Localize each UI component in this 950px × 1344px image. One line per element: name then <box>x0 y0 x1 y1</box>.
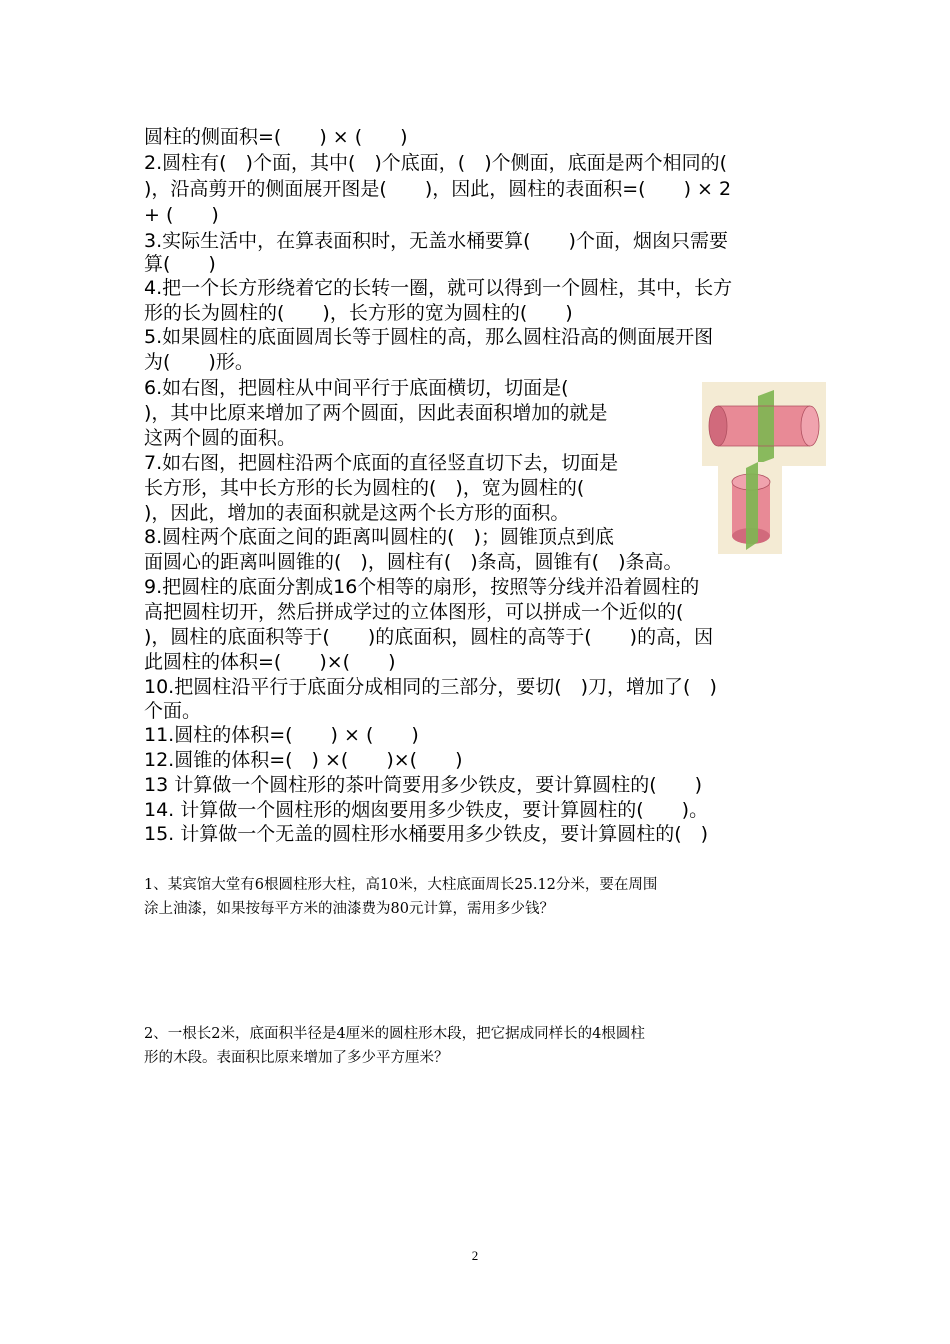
text-line: 为( )形。 <box>144 351 254 373</box>
text-line: 11.圆柱的体积=( ) × ( ) <box>144 724 419 746</box>
text-line: )，其中比原来增加了两个圆面，因此表面积增加的就是 <box>144 402 608 424</box>
text-line: 个面。 <box>144 700 202 722</box>
text-line: 15. 计算做一个无盖的圆柱形水桶要用多少铁皮，要计算圆柱的( ) <box>144 823 709 845</box>
page-number: 2 <box>471 1248 479 1263</box>
text-line: 8.圆柱两个底面之间的距离叫圆柱的( )；圆锥顶点到底 <box>144 526 614 548</box>
word-problem-1 <box>144 873 824 921</box>
problem-line: 1、某宾馆大堂有6根圆柱形大柱，高10米，大柱底面周长25.12分米，要在周围 <box>144 877 658 893</box>
text-line: )，圆柱的底面积等于( )的底面积，圆柱的高等于( )的高，因 <box>144 626 714 648</box>
cylinder-vertical-cut-figure <box>718 462 782 554</box>
text-line: 3.实际生活中，在算表面积时，无盖水桶要算( )个面，烟囱只需要 <box>144 230 728 252</box>
text-line: 4.把一个长方形绕着它的长转一圈，就可以得到一个圆柱，其中，长方 <box>144 277 733 299</box>
cylinder-horizontal-cut-figure <box>702 382 826 466</box>
text-line: 13 计算做一个圆柱形的茶叶筒要用多少铁皮，要计算圆柱的( ) <box>144 774 703 796</box>
text-line: 14. 计算做一个圆柱形的烟囱要用多少铁皮，要计算圆柱的( )。 <box>144 799 709 821</box>
text-line: 2.圆柱有( )个面，其中( )个底面，( )个侧面，底面是两个相同的( <box>144 152 728 174</box>
text-line: 6.如右图，把圆柱从中间平行于底面横切，切面是( <box>144 377 569 399</box>
problem-line: 2、一根长2米，底面积半径是4厘米的圆柱形木段，把它据成同样长的4根圆柱 <box>144 1026 645 1042</box>
word-problem-2 <box>144 1022 824 1070</box>
text-line: 10.把圆柱沿平行于底面分成相同的三部分，要切( )刀，增加了( ) <box>144 676 717 698</box>
text-line: 这两个圆的面积。 <box>144 427 297 449</box>
text-line: 此圆柱的体积=( )×( ) <box>144 651 396 673</box>
problem-line: 形的木段。表面积比原来增加了多少平方厘米？ <box>144 1050 449 1066</box>
text-line: 长方形，其中长方形的长为圆柱的( )，宽为圆柱的( <box>144 477 585 499</box>
text-line: 7.如右图，把圆柱沿两个底面的直径竖直切下去，切面是 <box>144 452 619 474</box>
text-line: 12.圆锥的体积=( ) ×( )×( ) <box>144 749 463 771</box>
text-line: + ( ) <box>144 204 219 226</box>
text-line: 5.如果圆柱的底面圆周长等于圆柱的高，那么圆柱沿高的侧面展开图 <box>144 326 714 348</box>
problem-line: 涂上油漆，如果按每平方米的油漆费为80元计算，需用多少钱？ <box>144 901 554 917</box>
text-line: )，因此，增加的表面积就是这两个长方形的面积。 <box>144 502 570 524</box>
text-line: 面圆心的距离叫圆锥的( )，圆柱有( )条高，圆锥有( )条高。 <box>144 551 683 573</box>
text-line: 算( ) <box>144 253 216 275</box>
text-line: 高把圆柱切开，然后拼成学过的立体图形，可以拼成一个近似的( <box>144 601 684 623</box>
text-line: 9.把圆柱的底面分割成16个相等的扇形，按照等分线并沿着圆柱的 <box>144 576 700 598</box>
text-line: 圆柱的侧面积=( ) × ( ) <box>144 126 408 148</box>
text-line: 形的长为圆柱的( )，长方形的宽为圆柱的( ) <box>144 302 573 324</box>
text-line: )，沿高剪开的侧面展开图是( )，因此，圆柱的表面积=( ) × 2 <box>144 178 732 200</box>
